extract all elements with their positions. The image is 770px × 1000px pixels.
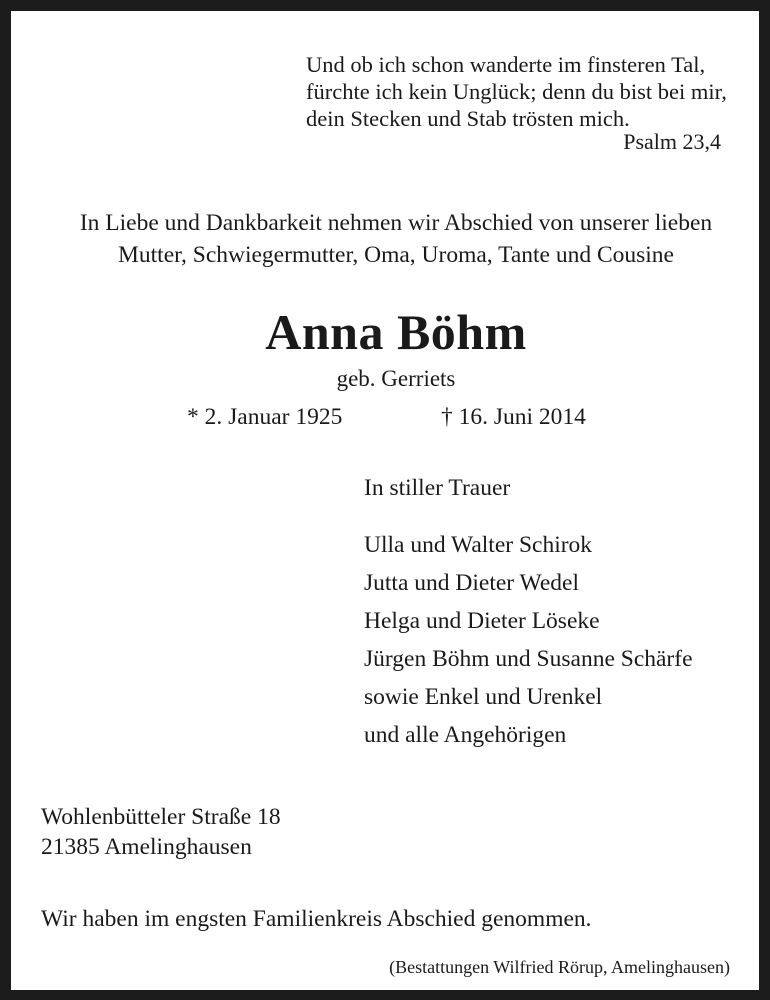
verse-line: Und ob ich schon wanderte im finsteren Tal,: [306, 52, 706, 77]
mourner-entry: Ulla und Walter Schirok: [364, 532, 593, 558]
verse-line: dein Stecken und Stab trösten mich.: [306, 106, 630, 131]
mourner-entry: und alle Angehörigen: [364, 722, 567, 748]
mourners-list: [364, 526, 693, 754]
undertaker-credit: (Bestattungen Wilfried Rörup, Amelinghausen): [389, 957, 730, 977]
farewell-intro: [11, 207, 770, 271]
mourning-intro: In stiller Trauer: [364, 475, 511, 501]
mourner-entry: Jürgen Böhm und Susanne Schärfe: [364, 646, 693, 672]
address-city: 21385 Amelinghausen: [41, 834, 252, 860]
family-address: [41, 802, 281, 862]
bible-verse: [306, 51, 727, 132]
birth-date: * 2. Januar 1925: [187, 404, 343, 430]
mourner-entry: Jutta und Dieter Wedel: [364, 570, 579, 596]
deceased-name: Anna Böhm: [265, 304, 527, 360]
mourner-entry: Helga und Dieter Löseke: [364, 608, 600, 634]
intro-line: Mutter, Schwiegermutter, Oma, Uroma, Tante und Cousine: [117, 242, 674, 268]
intro-line: In Liebe und Dankbarkeit nehmen wir Abschied von unserer lieben: [79, 210, 713, 236]
maiden-name: geb. Gerriets: [336, 366, 456, 391]
verse-line: fürchte ich kein Unglück; denn du bist bei mir,: [306, 79, 727, 104]
address-street: Wohlenbütteler Straße 18: [41, 804, 281, 830]
verse-source: Psalm 23,4: [623, 129, 721, 154]
mourner-entry: sowie Enkel und Urenkel: [364, 684, 603, 710]
funeral-notice: Wir haben im engsten Familienkreis Abschied genommen.: [41, 906, 592, 932]
death-date: † 16. Juni 2014: [441, 404, 586, 430]
